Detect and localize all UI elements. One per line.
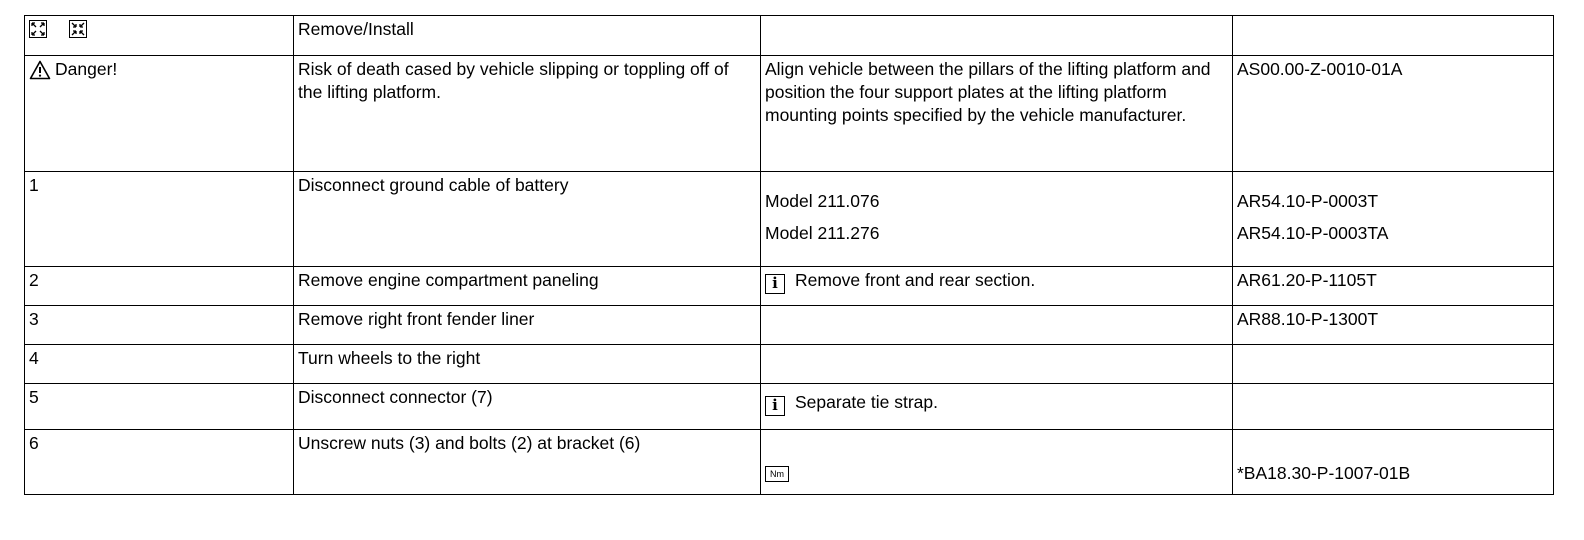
procedure-table	[24, 15, 1554, 495]
empty-cell	[1233, 384, 1554, 430]
empty-cell	[1233, 16, 1554, 56]
empty-cell	[761, 345, 1233, 384]
step-row	[25, 306, 1554, 345]
info-icon: i	[765, 274, 785, 294]
model-cell	[761, 172, 1233, 267]
model-label: Model 211.276	[765, 223, 880, 243]
reference-link[interactable]: AR54.10-P-0003TA	[1237, 223, 1389, 243]
procedure-title: Remove/Install	[294, 16, 761, 56]
step-number: 3	[25, 306, 294, 345]
torque-cell	[761, 430, 1233, 495]
step-number: 6	[25, 430, 294, 495]
reference-link[interactable]: AR61.20-P-1105T	[1233, 267, 1554, 306]
reference-link[interactable]: *BA18.30-P-1007-01B	[1237, 463, 1411, 483]
step-text: Remove engine compartment paneling	[294, 267, 761, 306]
model-label: Model 211.076	[765, 191, 880, 211]
danger-reference[interactable]: AS00.00-Z-0010-01A	[1233, 56, 1554, 172]
empty-cell	[761, 16, 1233, 56]
danger-instruction-text: Align vehicle between the pillars of the lifting platform and position the four support plates at the lifting platform mounting points specified by the vehicle manufacturer.	[761, 56, 1233, 172]
step-number: 5	[25, 384, 294, 430]
collapse-arrows-icon[interactable]	[69, 20, 87, 38]
reference-cell	[1233, 430, 1554, 495]
reference-link[interactable]: AR88.10-P-1300T	[1233, 306, 1554, 345]
step-row	[25, 172, 1554, 267]
header-row	[25, 16, 1554, 56]
step-text: Unscrew nuts (3) and bolts (2) at bracket (6)	[294, 430, 761, 495]
step-row	[25, 384, 1554, 430]
step-text: Turn wheels to the right	[294, 345, 761, 384]
danger-cell	[25, 56, 294, 172]
step-text: Remove right front fender liner	[294, 306, 761, 345]
step-text: Disconnect ground cable of battery	[294, 172, 761, 267]
step-row	[25, 267, 1554, 306]
empty-cell	[761, 306, 1233, 345]
torque-nm-icon[interactable]: Nm	[765, 466, 789, 482]
note-cell	[761, 267, 1233, 306]
step-row	[25, 345, 1554, 384]
note-text: Remove front and rear section.	[795, 270, 1036, 290]
step-number: 1	[25, 172, 294, 267]
info-icon: i	[765, 396, 785, 416]
expand-arrows-icon[interactable]	[29, 20, 47, 38]
step-row	[25, 430, 1554, 495]
step-text: Disconnect connector (7)	[294, 384, 761, 430]
symbol-cell	[25, 16, 294, 56]
step-number: 2	[25, 267, 294, 306]
reference-cell	[1233, 172, 1554, 267]
step-number: 4	[25, 345, 294, 384]
danger-label: Danger!	[55, 59, 118, 79]
danger-row	[25, 56, 1554, 172]
danger-risk-text: Risk of death cased by vehicle slipping or toppling off of the lifting platform.	[294, 56, 761, 172]
note-text: Separate tie strap.	[795, 392, 938, 412]
note-cell	[761, 384, 1233, 430]
warning-triangle-icon	[29, 60, 51, 80]
reference-link[interactable]: AR54.10-P-0003T	[1237, 191, 1379, 211]
empty-cell	[1233, 345, 1554, 384]
